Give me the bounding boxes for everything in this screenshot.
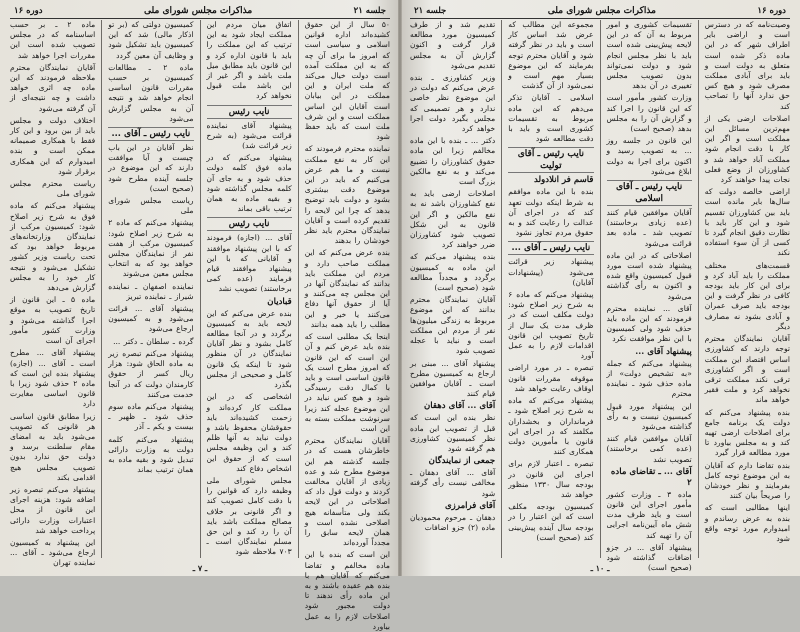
right-page-number: ـ ۱۰ ـ	[590, 563, 610, 573]
speaker-name: قبادیان	[267, 296, 292, 307]
paragraph: ریاست محترم مجلس شورای ملی	[10, 179, 96, 199]
paragraph: کمیسیون دولتی که (بر تو اذکار مالی) شد که این کمیسیون باید تشکیل شود و وظایف آن معین گردد	[108, 20, 194, 60]
paragraph: ماده ۳ ـ وزارت کشور مأمور اجرای این قانون است و باید ظرف مدت شش ماه آیین‌نامه اجرایی آن را تهیه کند	[606, 489, 692, 540]
paragraph: بنده تقاضا دارم که آقایان به این موضوع توجه کامل بفرمایند و نظر خودشان را صریحاً بیان کنند	[704, 460, 790, 501]
paragraph: پیشنهاد می‌کنم که ماده به شرح زیر اصلاح شود ـ فرمانداران و بخشداران مکلفند که در اجرای این قانون با مأمورین دولت همکاری کنند	[508, 396, 594, 457]
paragraph: آقای ... آقای دهقان ـ مخالفی نیست رأی گرفته شود	[410, 468, 496, 498]
paragraph: پیشنهاد آقای ... قرائت می‌شود و به کمیسیون ارجاع می‌شود	[108, 304, 194, 334]
right-page-column-4	[410, 20, 495, 558]
speaker-name: آقای ... آقای دهقان	[423, 401, 496, 412]
paragraph: بنده عرض می‌کنم که این مملکت صاحب دارد و مردم این مملکت باید بدانند که نمایندگان آنها در این مجلس چه می‌کنند و آیا از حقوق آنها دفاع می‌کنند یا خیر و این مطلب را باید همه بدانند	[304, 248, 390, 329]
paragraph: اراضی خالصه دولت که سال‌ها بایر مانده است باید بین کشاورزان تقسیم شود و این کار باید با نظارت دقیق انجام گیرد تا کسی از آن سوء استفاده نکند	[704, 187, 790, 258]
column-rule	[298, 20, 299, 558]
paragraph: مجموعه این مطالب که عرض شد اساس کار است و باید در نظر گرفته شود و آقایان محترم توجه بفرمایند که این موضوع بسیار مهم است و نمی‌شود از آن گذشت	[508, 20, 594, 91]
right-session: جلسه ۲۱	[414, 6, 447, 16]
paragraph: پیشنهاد می‌کنم کلمه دولت به وزارت دارائی تبدیل شود و بقیه ماده به همان ترتیب بماند	[108, 434, 194, 475]
right-page	[402, 0, 798, 576]
section-heading: نایب رئیس ـ آقای ...	[508, 241, 593, 255]
right-page-header	[410, 4, 790, 19]
right-page-column-1	[705, 20, 790, 558]
paragraph: مجلس شورای ملی وظیفه دارد که قوانین را با دقت کامل تصویب کند و اگر قانونی بر خلاف مصالح مملکت باشد باید آن را رد کند و این حق مسلم نمایندگان است ـ ۷۰۳ ملاحظه شود	[206, 475, 292, 557]
paragraph: پیشنهاد می‌کنم که ماده ۲ به شرح زیر اصلاح شود: کمیسیون مرکب از هفت نفر از نمایندگان مجلس خواهد بود که به انتخاب مجلس معین می‌شوند	[108, 218, 194, 279]
right-period: دوره ۱۶	[757, 6, 786, 16]
paragraph: وزارت کشور مأمور است که این قانون را اجرا کند و گزارش آن را به مجلس بدهد (صحیح است)	[606, 93, 692, 134]
paragraph: نظر بنده این است که قبل از تصویب این ماده نظر کمیسیون کشاورزی هم گرفته شود	[410, 413, 496, 453]
paragraph: پیشنهاد آقای ... در جزو اضافات گذاشته شود (صحیح است)	[606, 542, 692, 573]
paragraph: این است که بنده با این ماده مخالفم و تقاضا می‌کنم که آقایان هم با بنده هم عقیده باشند و به این ماده رأی ندهند تا دولت مجبور شود اصلاحات لازم را به عمل بیاورد	[304, 550, 390, 631]
paragraph: پیشنهاد آقای ... مطرح است ـ آقای ... (اجازه) پیشنهاد بنده این است که ماده ۲ حذف شود زیرا با قانون اساسی مغایرت دارد	[10, 348, 96, 409]
paragraph: پیشنهاد می‌کنم تبصره زیر اضافه شود: هزینه اجرای این قانون از محل اعتبارات وزارت دارائی پرداخت خواهد شد	[10, 484, 96, 535]
paragraph: قسمت‌های مختلف مملکت را باید آباد کرد و برای این کار باید بودجه کافی در نظر گرفت و این بودجه باید صرف عمران و آبادی بشود نه مصارف دیگر	[704, 260, 790, 331]
paragraph: آقایان نمایندگان محترم خاطرشان هست که در جلسه گذشته هم این موضوع مطرح شد و عده زیادی از آقایان مخالفت کردند و دولت قول داد که اصلاحاتی در این لایحه بکند ولی متأسفانه هیچ اصلاحی نشده است و همان لایحه سابق را مجدداً آورده‌اند	[304, 436, 390, 548]
speaker-name: پیشنهاد آقای ...	[635, 346, 692, 357]
paragraph: پیشنهاد می‌کنم که ماده ۶ به شرح زیر اصلاح شود: دولت مکلف است که در ظرف مدت یک سال از تاریخ تصویب این قانون اقدامات لازم را به عمل آورد	[508, 290, 594, 361]
paragraph: این پیشنهاد مورد قبول کمیسیون نیست و به رأی گذاشته می‌شود	[606, 401, 692, 431]
paragraph: تقسیمات کشوری و امور مربوط به آن که در این لایحه پیش‌بینی شده است باید با نظر مجلس انجام شود و دولت نمی‌تواند بدون تصویب مجلس تغییری در آن بدهد	[606, 20, 692, 91]
paragraph: این پیشنهاد به کمیسیون ارجاع می‌شود ـ آقای ... نماینده تهران	[10, 537, 96, 568]
section-heading: نایب رئیس ـ آقای تولیت	[508, 147, 593, 173]
paragraph: بنده با این ماده موافقم به شرط اینکه دولت تعهد کند که در اجرای آن عدالت را رعایت کند و به حقوق مردم تجاوز نشود	[508, 187, 594, 238]
paragraph: پیشنهاد آقای نماینده قرائت می‌شود (به شرح زیر قرائت شد)	[206, 120, 292, 151]
speaker-name: آقای فرامرزی	[444, 500, 496, 511]
paragraph: زیرا مطابق قانون اساسی هر قانونی که تصویب می‌شود باید به امضای مقام سلطنت برسد و دولت حق ندارد بدون تصویب مجلس هیچ اقدامی بکند	[10, 411, 96, 482]
left-period: دوره ۱۶	[14, 6, 43, 16]
left-page-column-1	[304, 20, 390, 631]
paragraph: وزیر کشاورزی ـ بنده عرض می‌کنم که دولت در این موضوع نظر خاصی ندارد و هر تصمیمی که مجلس بگیرد دولت اجرا خواهد کرد	[410, 73, 496, 134]
section-heading: نایب رئیس ـ آقای اسلامی	[607, 180, 692, 206]
paragraph: پیشنهاد می‌کنم ماده سوم حذف شود ـ ظهیر ـ بیست و یکم ـ آذر	[108, 401, 194, 432]
paragraph: نماینده محترم فرمودند که این کار به نفع مملکت نیست و ما هم عرض می‌کنیم که باید در این موضوع دقت بیشتری بشود و دولت باید توضیح بدهد که چرا این لایحه را تقدیم کرده است و آقایان نمایندگان محترم باید نظر خودشان را بدهند	[304, 144, 390, 246]
speaker-name: آقای ... ـ تقاضای ماده ۲	[610, 466, 692, 488]
paragraph: ۵۰ سال از این حقوق کشیده‌اند اداره قوانین اسلامی و سیاسی است که امروز ما برای آن چه که به این مملکت آمده است دولت خیال می‌کند که ملت ایران و این مملکت در این بیابان است آقایان این اساس مملکت است و این شرف ملت است که باید حفظ شود	[304, 20, 390, 142]
paragraph: اتفاق میان مردم این مملکت ایجاد شود به این ترتیب که این مملکت را باید با قانون اداره کرد و این قانون باید مطابق میل ملت باشد و اگر غیر از این باشد ملت قبول نخواهد کرد	[206, 20, 292, 101]
column-rule	[200, 20, 201, 558]
right-page-column-3	[508, 20, 593, 558]
paragraph: ماده ۲ ـ بر حسب اساسنامه که در مجلس تصویب شده است این مقررات اجرا خواهد شد	[10, 20, 96, 60]
paragraph: پیشنهاد می‌کنم که ماده فوق به شرح زیر اصلاح شود: کمیسیون مرکب از نمایندگان وزارتخانه‌های مربوط خواهد بود که تحت ریاست وزیر کشور تشکیل می‌شود و نتیجه کار خود را به مجلس گزارش می‌دهد	[10, 201, 96, 293]
paragraph: دکتر ... ـ بنده با این ماده مخالفم زیرا این ماده حقوق کشاورزان را تضییع می‌کند و به نفع مالکین بزرگ است	[410, 136, 496, 187]
paragraph: آقایان موافقین قیام کنند (عده کمی برخاستند) تصویب نشد	[606, 434, 692, 464]
section-heading: نایب رئیس	[207, 105, 292, 119]
paragraph: دهقان ـ مرحوم محمودیان ماده (۲) جزو اضافات	[410, 512, 496, 532]
right-title: مذاکرات مجلس شورای ملی	[547, 6, 656, 16]
paragraph: پیشنهاد می‌کنم تبصره زیر به ماده الحاق شود: هزار ریال کسر از حقوق کارمندان دولت که در آنجا خدمت می‌کنند	[108, 348, 194, 399]
paragraph: تبصره ـ در مورد اراضی موقوفه مقررات قانون اوقاف رعایت خواهد شد	[508, 363, 594, 393]
paragraph: اشخاصی که در این مملکت کار کرده‌اند و زحمت کشیده‌اند باید حقوقشان محفوظ باشد و دولت نباید به آنها ظلم کند و این وظیفه مجلس است که از حقوق این اشخاص دفاع کند	[206, 392, 292, 473]
left-page-column-4	[10, 20, 96, 568]
paragraph: تقدیم شد و از طرف کمیسیون مورد مطالعه قرار گرفت و اکنون گزارش آن به مجلس تقدیم می‌شود	[410, 20, 496, 70]
section-heading: نایب رئیس	[207, 217, 292, 231]
column-rule	[698, 20, 699, 558]
section-heading: نایب رئیس ـ آقای ...	[108, 127, 193, 141]
paragraph: نظر آقایان در این باب چیست و آیا موافقت دارند که این موضوع در جلسه آینده مطرح شود (صحیح است)	[108, 143, 194, 193]
paragraph: پیشنهاد آقای ... مبنی بر ارجاع به کمیسیون مطرح است ـ آقایان موافقین قیام کنند	[410, 358, 496, 399]
paragraph: آقایان نمایندگان محترم ملاحظه فرمودند که این ماده چه اثری خواهد داشت و چه نتیجه‌ای از آن گرفته می‌شود	[10, 62, 96, 113]
paragraph: آقایان نمایندگان محترم بدانند که این موضوع مربوط به زندگی میلیون‌ها نفر از مردم این مملکت است و نباید با عجله تصویب شود	[410, 295, 496, 356]
paragraph: آقای ... (اجازه) فرمودند که با این پیشنهاد موافقند و آقایانی که با این پیشنهاد موافقند قیام فرمایند (عده کمی برخاستند) تصویب نشد	[206, 233, 292, 294]
paragraph: آقای ... نماینده محترم فرمودند که این ماده باید حذف شود ولی کمیسیون با این نظر موافقت نکرد	[606, 303, 692, 344]
left-page-column-2	[207, 20, 292, 558]
column-rule	[600, 20, 601, 558]
paragraph: پیشنهاد می‌کنم که جمله «به تشخیص دولت» از ماده حذف شود ـ نماینده محترم	[606, 358, 692, 399]
paragraph: اصلاحات ارضی باید به نفع کشاورزان باشد نه به نفع مالکین و اگر این قانون به این شکل تصویب شود کشاورزان ضرر خواهند کرد	[410, 189, 496, 250]
paragraph: بنده عرض می‌کنم که این لایحه باید به کمیسیون برگردد و در آنجا مطالعه کامل بشود و نظر آقایان نمایندگان در آن منظور شود تا اینکه یک قانون کامل و صحیحی از مجلس بگذرد	[206, 308, 292, 390]
paragraph: این قانون در جلسه روز ... به تصویب رسید و اکنون برای اجرا به دولت ابلاغ می‌شود	[606, 136, 692, 176]
paragraph: اختلاف دولت و مجلس باید از بین برود و این کار فقط با همکاری صمیمانه ممکن است و بنده امیدوارم که این همکاری برقرار شود	[10, 115, 96, 176]
column-rule	[101, 20, 102, 558]
paragraph: وصیت‌نامه که در دسترس است و اراضی بایر اطراف شهر که در این ماده ذکر شده است متعلق به دولت است و باید برای آبادی مملکت مصرف شود و هیچ کس حق ندارد آنها را تصاحب کند	[704, 20, 790, 111]
paragraph: بنده پیشنهاد می‌کنم که دولت یک برنامه جامع برای اصلاحات ارضی تهیه کند و به مجلس بیاورد تا مورد مطالعه قرار گیرد	[704, 407, 790, 458]
left-page-number: ـ ۷ ـ	[192, 563, 208, 573]
left-title: مذاکرات مجلس شورای ملی	[144, 6, 253, 16]
paragraph: آقایان موافقین قیام کنند (عده زیادی برخاستند) تصویب شد ـ ماده بعد قرائت می‌شود	[606, 208, 692, 248]
left-page	[2, 0, 398, 631]
paragraph: اصلاحات ارضی یکی از مهم‌ترین مسائل این مملکت است و اگر این کار با دقت انجام شود مملکت آباد خواهد شد و کشاورزان از وضع فعلی نجات پیدا خواهند کرد	[704, 113, 790, 185]
left-session: جلسه ۲۱	[353, 6, 386, 16]
paragraph: پیشنهاد می‌کنم که در ماده فوق کلمه دولت حذف شود و به جای آن کلمه مجلس گذاشته شود و بقیه ماده به همان ترتیب باقی بماند	[206, 153, 292, 214]
paragraph: ریاست مجلس شورای ملی	[108, 196, 194, 216]
right-page-column-2	[606, 20, 692, 573]
speaker-name: قاسم فر انلادولد	[534, 175, 594, 186]
paragraph: بنده پیشنهاد می‌کنم که این ماده به کمیسیون برگردد و مجدداً مطالعه شود (صحیح است)	[410, 252, 496, 293]
paragraph: ماده ۲ ـ مطالعات کمیسیون بر حسب مقررات قانون اساسی انجام خواهد شد و نتیجه آن به مجلس گزارش می‌شود	[108, 62, 194, 123]
column-rule	[501, 20, 502, 558]
paragraph: اصلاحاتی که در این ماده پیشنهاد شده است مورد قبول کمیسیون واقع شده و اکنون به رأی گذاشته می‌شود	[606, 250, 692, 301]
paragraph: آقایان نمایندگان محترم توجه دارند که کشاورزی اساس اقتصاد این مملکت است و اگر کشاورزی ترقی نکند مملکت ترقی نخواهد کرد و ملت فقیر خواهد ماند	[704, 334, 790, 405]
paragraph: ماده ۵ ـ این قانون از تاریخ تصویب به موقع اجرا گذاشته می‌شود و وزارت کشور مأمور اجرای آن است	[10, 295, 96, 346]
paragraph: نماینده اصفهان ـ نماینده شیراز ـ نماینده تبریز	[108, 281, 194, 301]
paragraph: گرده ـ سلطان ـ دکتر ...	[113, 336, 194, 346]
paragraph: اینها مطالبی است که بنده به عرض رساندم و امیدوارم مورد توجه واقع شود	[704, 503, 790, 543]
left-page-column-3	[108, 20, 193, 558]
paragraph: پیشنهاد زیر قرائت می‌شود (پیشنهادات آقایان)	[508, 257, 594, 287]
left-page-header	[10, 4, 390, 19]
speaker-name: جمعی از نمایندگان	[428, 456, 496, 467]
paragraph: کمیسیون بودجه مکلف است که این اعتبار را در بودجه سال آینده پیش‌بینی کند (صحیح است)	[508, 502, 594, 542]
paragraph: تبصره ـ اعتبار لازم برای اجرای این قانون در بودجه سال ۱۳۳۰ منظور خواهد شد	[508, 459, 594, 499]
paragraph: اسلامی ـ آقایان تذکر می‌دهم که این ماده مربوط به تقسیمات کشوری است و باید با دقت مطالعه شود	[508, 93, 594, 144]
paragraph: اینجا یک مطلبی است که بنده باید عرض کنم و آن این است که این قانون که امروز مطرح است یک قانون اساسی است و باید با کمال دقت رسیدگی شود و هیچ کس نباید در این موضوع عجله کند زیرا سرنوشت مملکت بسته به این است	[304, 332, 390, 433]
